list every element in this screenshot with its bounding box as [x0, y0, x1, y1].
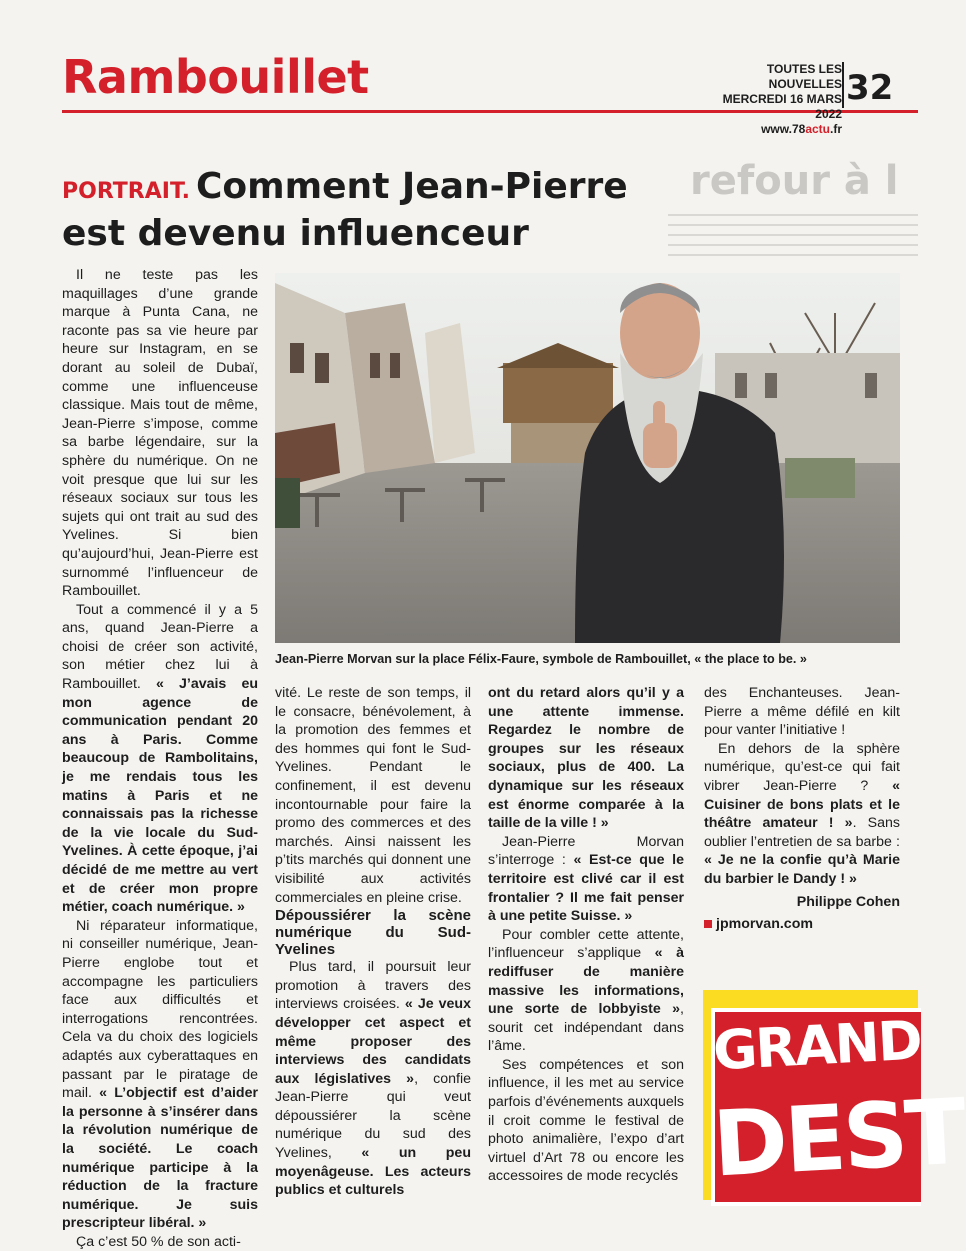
- promo-line-2: DEST: [710, 1079, 966, 1198]
- paragraph: En dehors de la sphère numérique, qu’est-ce qui fait vibrer Jean-Pierre ? « Cuisiner de bons plats et le théâtre amateur ! ». Sans oublier l’entretien de sa barbe : « Je ne la confie qu’à Marie du barbier le Dandy ! »: [704, 740, 900, 887]
- headline-title: Comment Jean-Pierre est devenu influenceur: [62, 166, 628, 254]
- article-column-1: [62, 266, 258, 1251]
- article-column-2: [275, 684, 471, 1200]
- background-article-title: refour à l: [690, 158, 899, 204]
- page-number-divider: [842, 62, 844, 108]
- paragraph: Jean-Pierre Morvan s’interroge : « Est-ce que le territoire est clivé car il est frontalier ? Il me fait penser à une petite Suisse. »: [488, 833, 684, 925]
- website-reference[interactable]: jpmorvan.com: [704, 915, 900, 934]
- paper-name: TOUTES LES NOUVELLES: [766, 62, 842, 91]
- background-article-text: [668, 206, 918, 256]
- paragraph: vité. Le reste de son temps, il le consacre, bénévolement, à la promotion des femmes et des hommes qui font le Sud-Yvelines. Pendant le confinement, il est devenu incontournable pour faire la promo des commerces et des marchés. Ainsi naissent les p’tits marchés qui donnent une visibilité aux activités commerciales en pleine crise.: [275, 685, 471, 906]
- photo-illustration: [275, 273, 900, 643]
- subheading: Dépoussiérer la scène numérique du Sud-Yvelines: [275, 907, 471, 959]
- paragraph: ont du retard alors qu’il y a une attente immense. Regardez le nombre de groupes sur les réseaux sociaux, plus de 400. La dynamique sur les réseaux est énorme comparée à la taille de la ville ! »: [488, 685, 684, 832]
- author-signature: Philippe Cohen: [796, 893, 900, 910]
- section-masthead: Rambouillet: [62, 50, 369, 104]
- promo-banner: [703, 990, 966, 1200]
- paragraph: Il ne teste pas les maquillages d’une grande marque à Punta Cana, ne raconte pas sa vie heure par heure sur Instagram, en se dorant au soleil de Dubaï, comme une influenceuse classique. Mais tout de même, Jean-Pierre s’impose, comme sa barbe légendaire, sur la sphère du numérique. On ne voit presque que lui sur les réseaux sociaux sur tous les sujets qui ont trait au sud des Yvelines. Si bien qu’aujourd’hui, Jean-Pierre est surnommé l’influenceur de Rambouillet.: [62, 267, 258, 600]
- paragraph: Ni réparateur informatique, ni conseiller numérique, Jean-Pierre englobe tout et accompagne les particuliers face aux difficultés et interrogations rencontrées. Cela va du choix des logiciels adaptés aux cyberattaques en passant par le piratage de mail. « L’objectif est d’aider la personne à s’insérer dans la révolution numérique de la société. Le coach numérique participe à la réduction de la fracture numérique. Je suis prescripteur libéral. »: [62, 917, 258, 1232]
- article-column-3: [488, 684, 684, 1186]
- paragraph: des Enchanteuses. Jean-Pierre a même défilé en kilt pour vanter l’initiative !: [704, 685, 900, 739]
- headline-kicker: PORTRAIT.: [62, 179, 190, 204]
- article-photo: [275, 273, 900, 643]
- bullet-square-icon: [704, 920, 712, 928]
- edition-date: MERCREDI 16 MARS 2022: [722, 92, 842, 121]
- paragraph: Plus tard, il poursuit leur promotion à travers des interviews croisées. « Je veux développer cet aspect et même proposer des interviews des candidats aux législatives », confie Jean-Pierre qui veut dépoussiérer la scène numérique du sud des Yvelines, « un peu moyenâgeuse. Les acteurs publics et culturels: [275, 959, 471, 1199]
- promo-line-1: GRAND: [711, 1008, 923, 1083]
- headline: [62, 166, 682, 255]
- article-column-4: [704, 684, 900, 934]
- website-link[interactable]: www.78actu.fr: [761, 122, 842, 136]
- edition-info: [694, 62, 842, 137]
- paragraph: Pour combler cette attente, l’influenceur s’applique « à rediffuser de manière massive les informations, une sorte de lobbyiste », sourit cet indépendant dans l’âme.: [488, 926, 684, 1055]
- paragraph: Tout a commencé il y a 5 ans, quand Jean-Pierre a choisi de créer son activité, son métier chez lui à Rambouillet. « J’avais eu mon agence de communication pendant 20 ans à Paris. Comme beaucoup de Rambolitains, je me rendais tous les matins à Paris et ne connaissais pas la richesse de la vie locale du Sud-Yvelines. À cette époque, j’ai décidé de me mettre au vert et de créer mon propre métier, coach numérique. »: [62, 601, 258, 916]
- photo-caption: Jean-Pierre Morvan sur la place Félix-Faure, symbole de Rambouillet, « the place to be. »: [275, 652, 807, 666]
- page-number: 32: [846, 68, 894, 108]
- paragraph: Ça c’est 50 % de son acti-: [76, 1233, 241, 1250]
- paragraph: Ses compétences et son influence, il les met au service parfois d’événements auxquels il croit comme le festival de photo animalière, l’expo d’art virtuel d’Art 78 ou encore les accessoires de mode recyclés: [488, 1056, 684, 1185]
